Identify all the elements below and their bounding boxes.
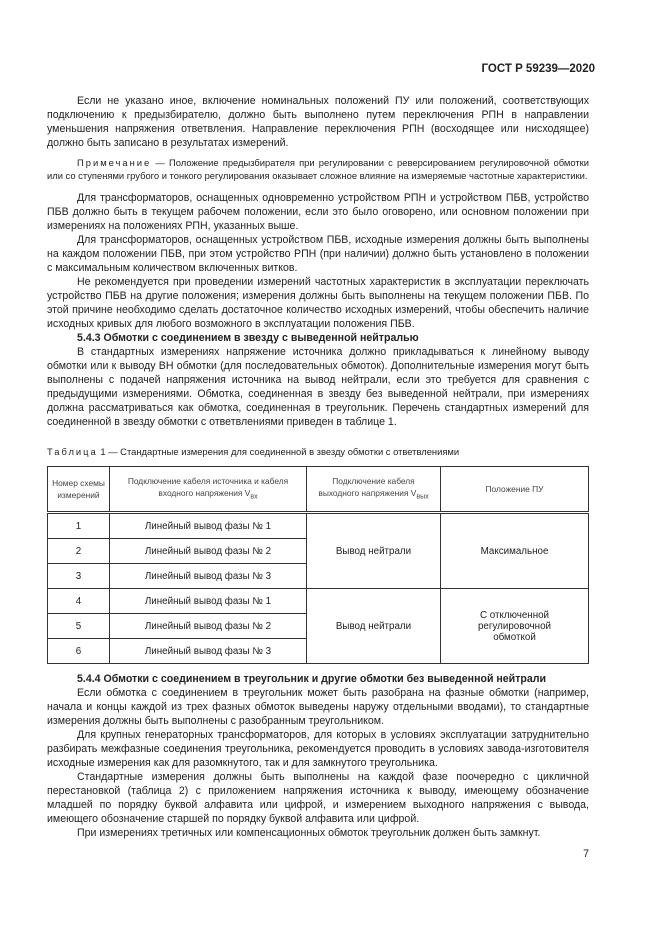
paragraph: В стандартных измерениях напряжение источника должно прикладываться к линейному выводу обмотки или к выводу ВН обмотки (для последовательных обмоток). Дополнительные измерения могут быть выполнены с подачей напряжения источника на вывод нейтрали, если это требуется для сравнения с предыдущими измерениями. Обмотка, соединенная в звезду без выведенной нейтрали, при измерениях должна рассматриваться как обмотка, соединенная в треугольник. Перечень стандартных измерений для соединенной в звезду обмотки с ответвлениями приведен в таблице 1. xyxy=(47,346,589,428)
cell-output: Вывод нейтрали xyxy=(307,513,441,589)
note-label: Примечание xyxy=(77,157,152,168)
cell-num: 4 xyxy=(48,589,110,614)
page-number: 7 xyxy=(583,848,589,860)
text-block-bottom xyxy=(47,672,589,840)
paragraph: Стандартные измерения должны быть выполнены на каждой фазе поочередно с цикличной перестановкой (таблица 2) с приложением напряжения источника к выводу, имеющему обозначение младшей по порядку буквой алфавита или цифрой, и измерением выходного напряжения с вывода, имеющего обозначение старшей по порядку буквой алфавита или цифрой. xyxy=(47,771,589,825)
paragraph: Если обмотка с соединением в треугольник может быть разобрана на фазные обмотки (например, начала и концы каждой из трех фазных обмоток выведены наружу отдельными вводами), то стандартные измерения должны быть выполнены с разобранным треугольником. xyxy=(47,687,589,727)
cell-num: 6 xyxy=(48,639,110,664)
header-cell: Номер схемы измерений xyxy=(48,467,110,513)
cell-num: 1 xyxy=(48,513,110,539)
table-header-row xyxy=(48,467,589,513)
cell-input: Линейный вывод фазы № 2 xyxy=(110,614,307,639)
paragraph: Не рекомендуется при проведении измерений частотных характеристик в эксплуатации переключать устройство ПБВ на другие положения; измерения должны быть выполнены на текущем положении ПБВ. По этой причине необходимо сделать достаточное количество исходных измерений, чтобы обеспечить наличие исходных кривых для любого возможного в эксплуатации положения ПБВ. xyxy=(47,276,589,330)
cell-input: Линейный вывод фазы № 1 xyxy=(110,589,307,614)
cell-output: Вывод нейтрали xyxy=(307,589,441,664)
paragraph: Для трансформаторов, оснащенных устройством ПБВ, исходные измерения должны быть выполнены на каждом положении ПБВ, при этом устройство РПН (при наличии) должно быть установлено в положении с максимальным количеством включенных витков. xyxy=(47,234,589,274)
cell-position: Максимальное xyxy=(441,513,589,589)
table-row xyxy=(48,513,589,539)
section-heading: 5.4.3 Обмотки с соединением в звезду с выведенной нейтралью xyxy=(77,332,419,344)
cell-num: 5 xyxy=(48,614,110,639)
note-text: — Положение предызбирателя при регулировании с реверсированием регулировочной обмотки или со ступенями грубого и тонкого регулирования оказывает сложное влияние на измеряемые частотные характеристики. xyxy=(47,157,589,181)
text-block-top xyxy=(47,94,589,429)
header-cell: Подключение кабеля источника и кабеля входного напряжения $V_{вх}$ xyxy=(110,467,307,513)
header-cell: Положение ПУ xyxy=(441,467,589,513)
measurements-table xyxy=(47,466,589,664)
cell-num: 3 xyxy=(48,564,110,589)
paragraph: Если не указано иное, включение номинальных положений ПУ или положений, соответствующих подключению к предызбирателю, должно быть выполнено путем переключения РПН в направлении уменьшения напряжения ответвления. Направление переключения РПН (восходящее или нисходящее) должно быть записано в результатах измерений. xyxy=(47,95,589,149)
note xyxy=(47,156,589,182)
cell-input: Линейный вывод фазы № 3 xyxy=(110,564,307,589)
document-header: ГОСТ Р 59239—2020 xyxy=(481,63,595,75)
cell-num: 2 xyxy=(48,539,110,564)
table-caption xyxy=(47,446,459,457)
paragraph: Для трансформаторов, оснащенных одновременно устройством РПН и устройством ПБВ, устройство ПБВ должно быть в текущем рабочем положении, если это было оговорено, или основном положении при измерениях на положениях РПН, указанных выше. xyxy=(47,192,589,232)
cell-input: Линейный вывод фазы № 3 xyxy=(110,639,307,664)
cell-position: С отключенной регулировочной обмоткой xyxy=(441,589,589,664)
caption-label: Таблица xyxy=(47,446,98,457)
paragraph: Для крупных генераторных трансформаторов, для которых в условиях эксплуатации затруднительно разбирать межфазные соединения треугольника, рекомендуется проводить в условиях завода-изготовителя исходные измерения как для разомкнутого, так и для замкнутого треугольника. xyxy=(47,729,589,769)
cell-input: Линейный вывод фазы № 1 xyxy=(110,513,307,539)
table-row xyxy=(48,589,589,614)
cell-input: Линейный вывод фазы № 2 xyxy=(110,539,307,564)
caption-text: 1 — Стандартные измерения для соединенной в звезду обмотки с ответвлениями xyxy=(97,446,460,457)
paragraph: При измерениях третичных или компенсационных обмоток треугольник должен быть замкнут. xyxy=(77,827,541,839)
header-cell: Подключение кабеля выходного напряжения $V_{вых}$ xyxy=(307,467,441,513)
section-heading: 5.4.4 Обмотки с соединением в треугольник и другие обмотки без выведенной нейтрали xyxy=(77,673,546,685)
